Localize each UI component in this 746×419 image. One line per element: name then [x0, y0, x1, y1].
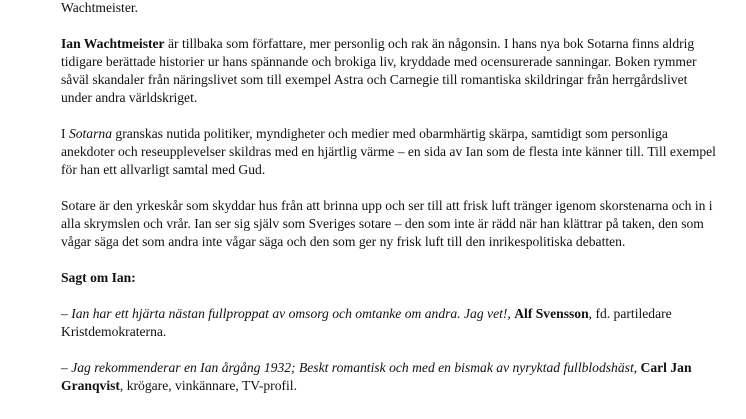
paragraph-book-review — [61, 125, 721, 179]
quote-author-name: Alf Svensson — [514, 306, 589, 321]
review-text: granskas nutida politiker, myndigheter och medier med obarmhärtig skärpa, samtidigt som personliga anekdoter och reseupplevelser skildras med en hjärtlig värme – en sida av Ian som de flesta inte känner till. Till exempel för han ett allvarligt samtal med Gud. — [61, 126, 716, 177]
review-lead: I — [61, 126, 69, 141]
quote-text: – Jag rekommenderar en Ian årgång 1932; Beskt romantisk och med en bismak av nyryktad fullblodshäst, — [61, 360, 638, 375]
paragraph-intro-tail — [61, 0, 721, 17]
quote-author-role: , krögare, vinkännare, TV-profil. — [119, 378, 297, 393]
book-title: Sotarna — [68, 126, 112, 141]
quote-carl-jan-granqvist — [61, 359, 721, 395]
author-name: Ian Wachtmeister — [61, 36, 165, 51]
sotare-text: Sotare är den yrkeskår som skyddar hus från att brinna upp och ser till att frisk luft tränger igenom skorstenarna och in i alla skrymslen och vrår. Ian ser sig själv som Sveriges sotare – den som inte är rädd när han klättrar på taken, den som vågar säga det som andra inte vågar säga och den som ger ny frisk luft till den inrikespolitiska debatten. — [61, 198, 713, 249]
paragraph-sotare — [61, 197, 721, 251]
quotes-heading — [61, 269, 721, 287]
quote-text: – Ian har ett hjärta nästan fullproppat av omsorg och omtanke om andra. Jag vet!, — [61, 306, 511, 321]
quote-author-role: , fd. partiledare Kristdemokraterna. — [61, 306, 672, 339]
author-intro-text: är tillbaka som författare, mer personlig och rak än någonsin. I hans nya bok Sotarna finns aldrig tidigare berättade historier ur hans spännande och brokiga liv, kryddade med ocensurerade sanningar. Boken rymmer såväl skandaler från näringslivet som till exempel Astra och Carnegie till romantiska skildringar från herrgårdslivet under andra världskriget. — [61, 36, 697, 105]
quote-author-name: Carl Jan Granqvist — [61, 360, 692, 393]
document-page — [61, 0, 721, 413]
quote-alf-svensson — [61, 305, 721, 341]
paragraph-author-intro — [61, 35, 721, 107]
quotes-heading-text: Sagt om Ian: — [61, 270, 136, 285]
intro-tail-text: Wachtmeister. — [61, 0, 139, 15]
